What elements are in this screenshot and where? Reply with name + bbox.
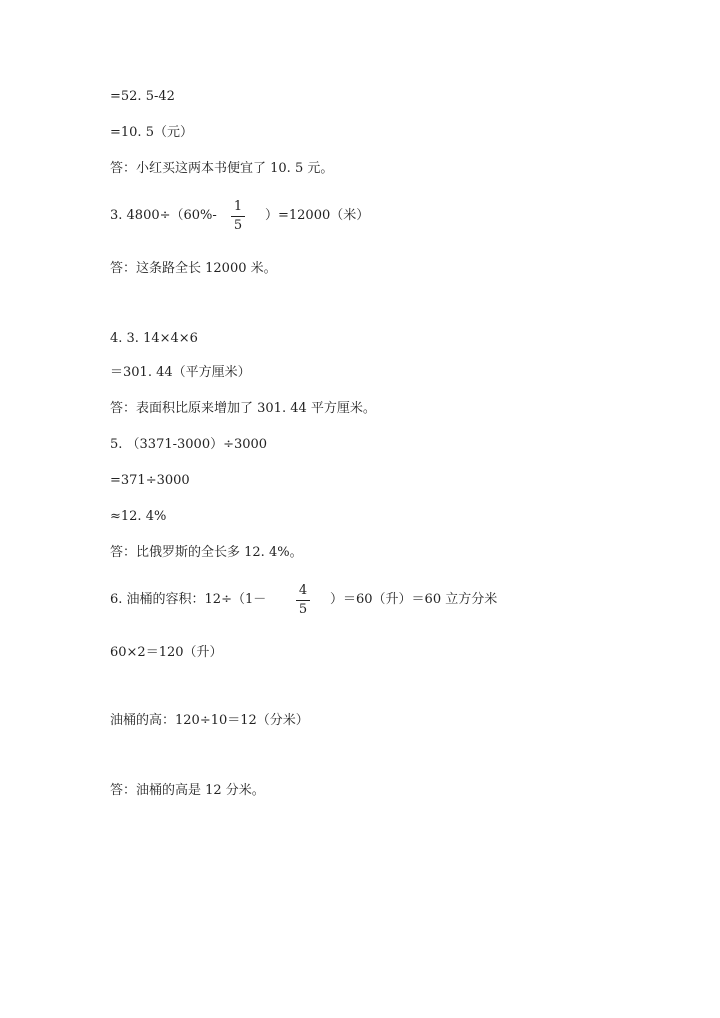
solution-3-part-b: ）=12000（米）: [265, 208, 370, 223]
solution-line-1: =52. 5-42: [110, 89, 175, 104]
solution-5-line-2: =371÷3000: [110, 473, 190, 488]
fraction-four-fifths: [296, 584, 310, 617]
solution-4-line-1: 4. 3. 14×4×6: [110, 331, 198, 346]
answer-line-1: 答：小红买这两本书便宜了 10. 5 元。: [110, 161, 334, 176]
solution-4-line-2: ＝301. 44（平方厘米）: [110, 365, 251, 380]
fraction-denominator: 5: [298, 602, 308, 617]
fraction-bar: [231, 216, 245, 217]
fraction-numerator: 4: [298, 583, 308, 598]
solution-6-line-2: 60×2＝120（升）: [110, 645, 223, 660]
answer-line-6: 答：油桶的高是 12 分米。: [110, 783, 265, 798]
fraction-numerator: 1: [233, 199, 243, 214]
solution-6-line-3: 油桶的高：120÷10＝12（分米）: [110, 713, 309, 728]
solution-3-part-a: 3. 4800÷（60%-: [110, 208, 217, 223]
fraction-one-fifth: [231, 200, 245, 233]
solution-5-line-3: ≈12. 4%: [110, 509, 167, 524]
fraction-bar: [296, 600, 310, 601]
solution-line-2: =10. 5（元）: [110, 125, 193, 140]
solution-3-expression: [110, 200, 510, 240]
answer-line-4: 答：表面积比原来增加了 301. 44 平方厘米。: [110, 401, 376, 416]
solution-6-part-b: ）＝60（升）＝60 立方分米: [330, 592, 498, 607]
solution-6-expression: [110, 584, 550, 624]
answer-line-3: 答：这条路全长 12000 米。: [110, 261, 277, 276]
solution-6-part-a: 6. 油桶的容积：12÷（1－: [110, 592, 267, 607]
fraction-denominator: 5: [233, 218, 243, 233]
answer-line-5: 答：比俄罗斯的全长多 12. 4%。: [110, 545, 303, 560]
solution-5-line-1: 5. （3371-3000）÷3000: [110, 437, 268, 452]
